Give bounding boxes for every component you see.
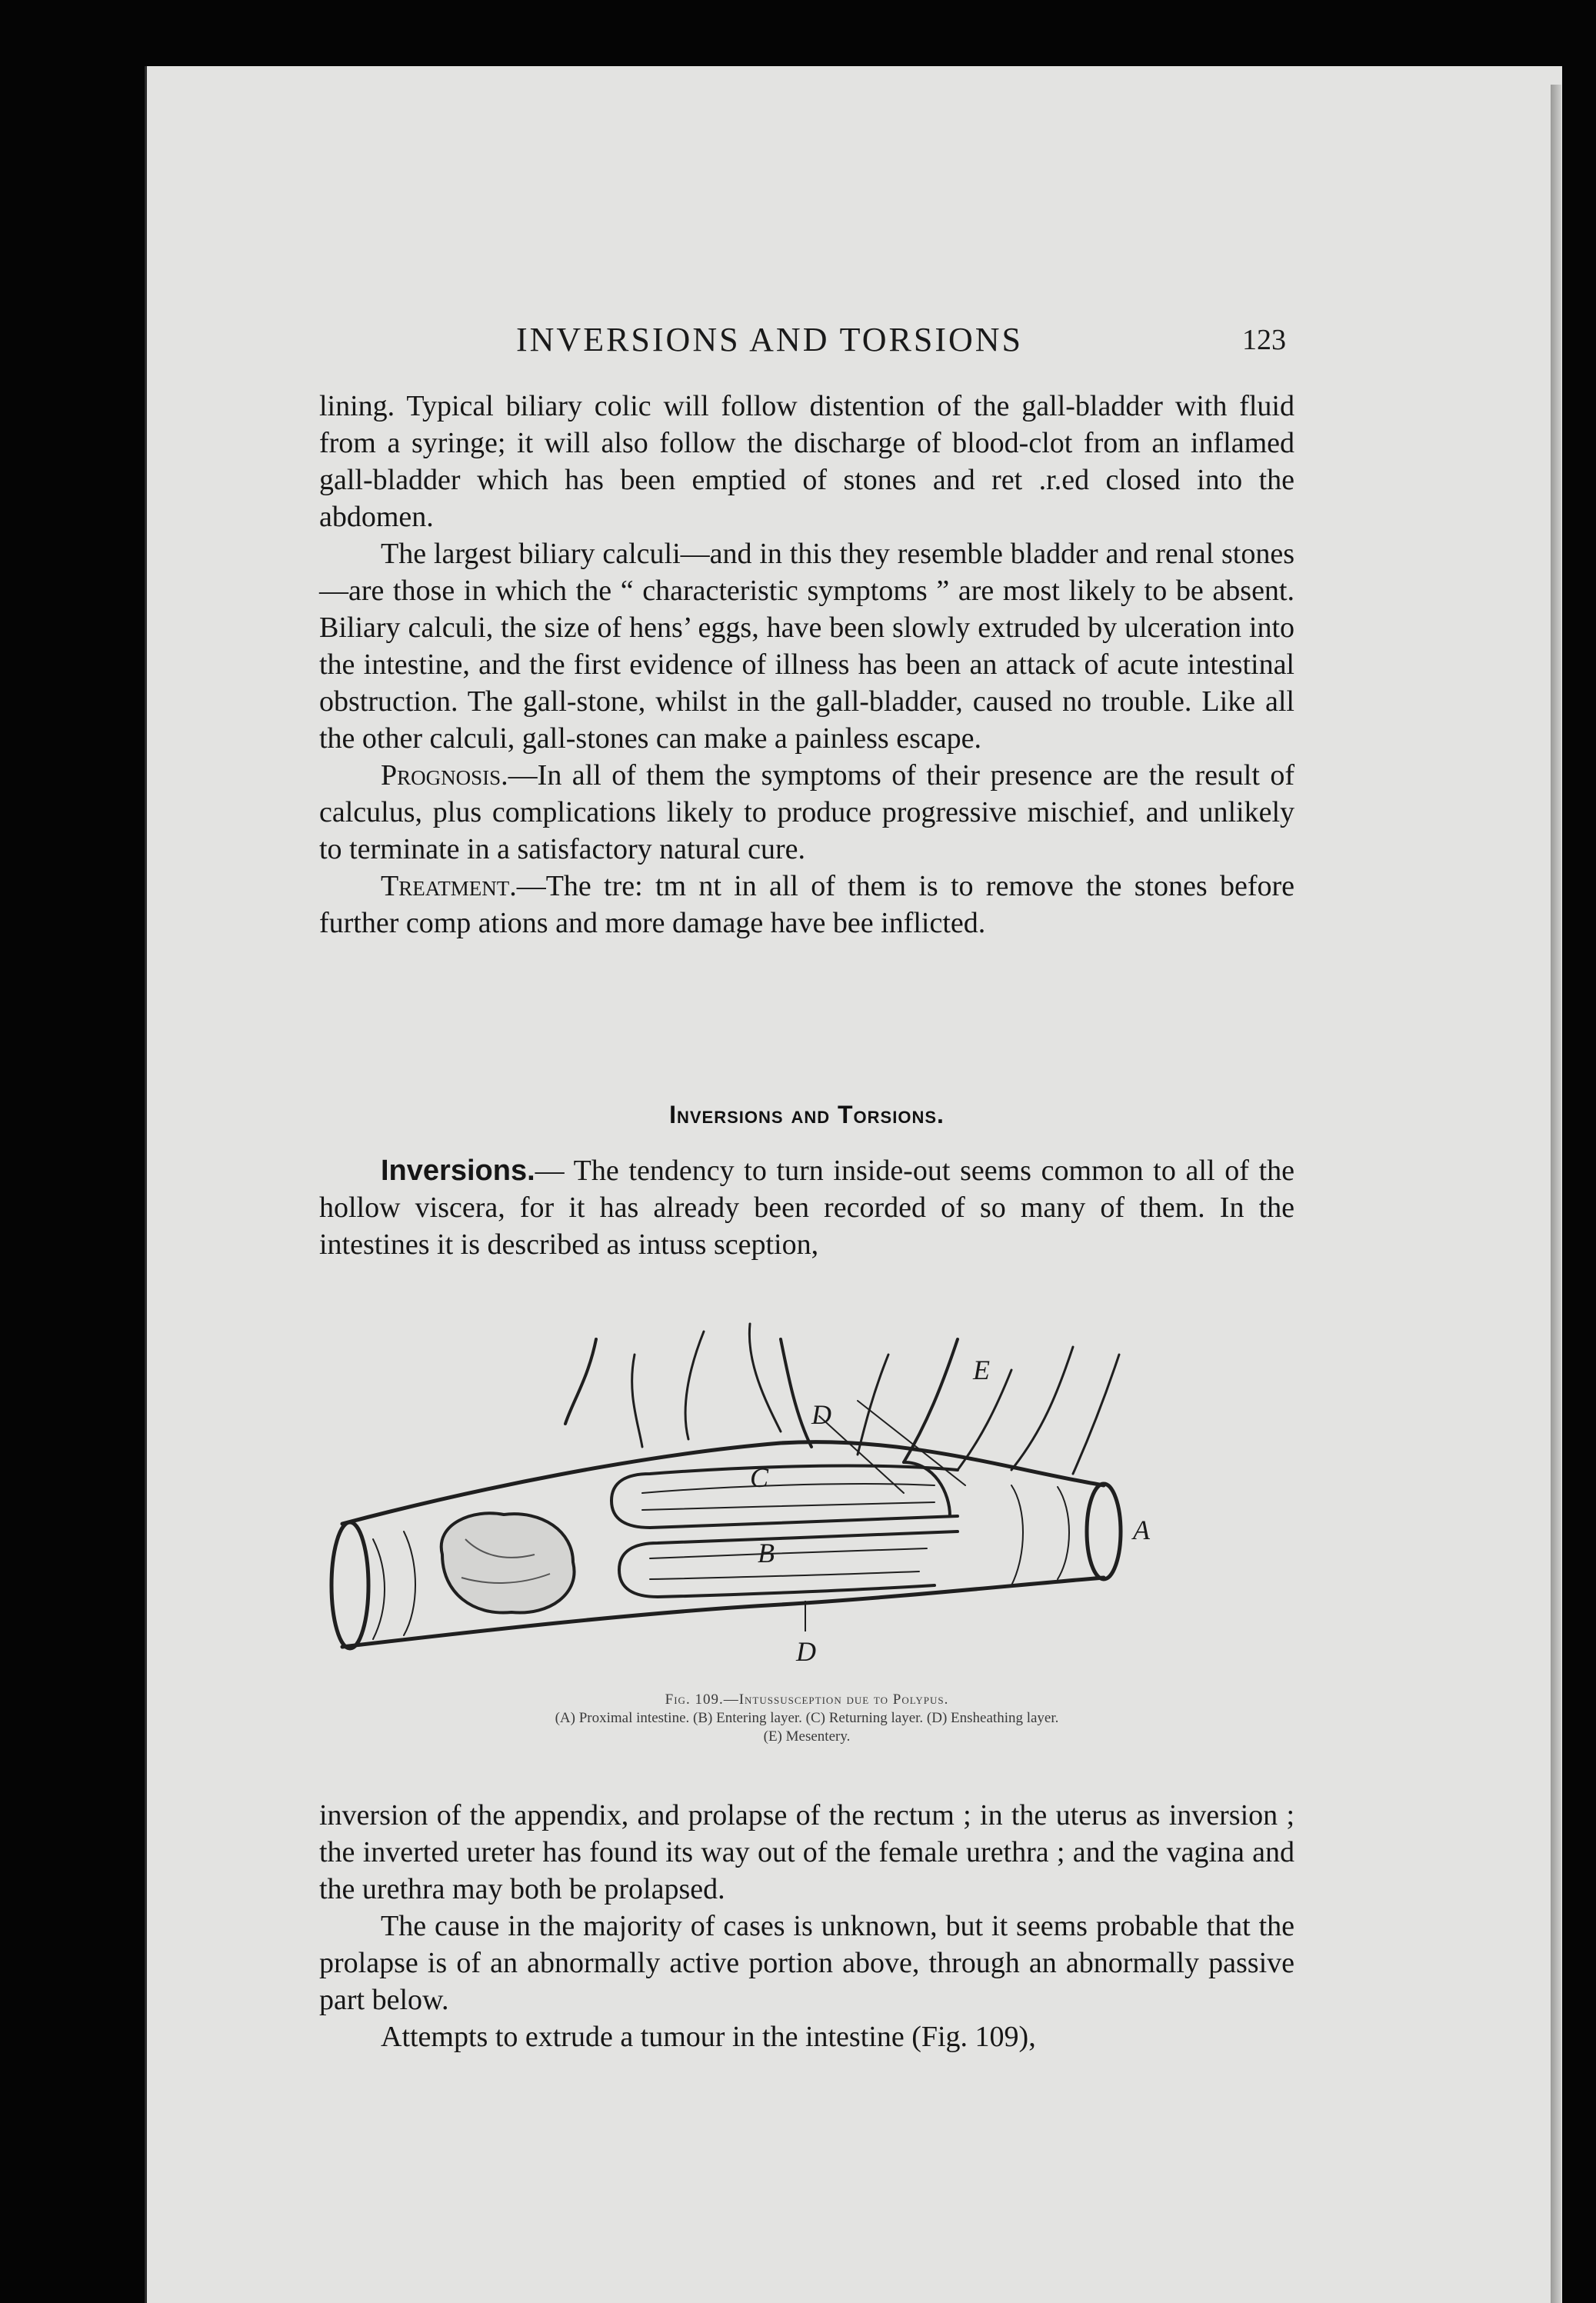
running-title: INVERSIONS AND TORSIONS — [516, 321, 1024, 358]
figure-label-c: C — [750, 1462, 769, 1493]
body-text-top — [319, 388, 1294, 942]
page-number: 123 — [1242, 324, 1286, 356]
treatment-paragraph — [319, 868, 1294, 942]
body-text-bottom — [319, 1797, 1294, 2055]
caption-legend: (A) Proximal intestine. (B) Entering layer. (C) Returning layer. (D) Ensheathing layer. — [555, 1710, 1059, 1726]
caption-legend-mesentery: (E) Mesentery. — [763, 1728, 851, 1745]
figure-label-d-bottom: D — [796, 1636, 816, 1667]
paragraph: lining. Typical biliary colic will follow distention of the gall-bladder with fluid from a syringe; it will also follow the discharge of blood-clot from an inflamed gall-bladder which has been emptied of stones and ret .r.ed closed into the abdomen. — [319, 390, 1294, 533]
page-edge — [1551, 85, 1561, 2303]
treatment-text: —The tre: tm nt in all of them is to remove the stones before further comp ations and more damage have bee inflicted. — [319, 870, 1294, 939]
treatment-label: Treatment. — [381, 870, 517, 902]
section-intro — [319, 1152, 1294, 1263]
figure-label-a: A — [1133, 1515, 1150, 1545]
figure-label-e: E — [973, 1355, 990, 1385]
paragraph: inversion of the appendix, and prolapse of the rectum ; in the uterus as inversion ; the inverted ureter has found its way out of the female urethra ; and the vagina and the urethra may both be prolapsed. — [319, 1799, 1294, 1905]
figure-label-b: B — [758, 1538, 775, 1568]
prognosis-paragraph — [319, 757, 1294, 868]
figure-illustration — [319, 1308, 1294, 1670]
paragraph: Attempts to extrude a tumour in the intestine (Fig. 109), — [381, 2021, 1036, 2053]
prognosis-text: —In all of them the symptoms of their presence are the result of calculus, plus complications likely to produce progressive mischief, and unlikely to terminate in a satisfactory natural cure. — [319, 759, 1294, 865]
tumour-shape — [441, 1513, 575, 1612]
paragraph: The largest biliary calculi—and in this they resemble bladder and renal stones—are those in which the “ characteristic symptoms ” are most likely to be absent. Biliary calculi, the size of hens’ eggs, have been slowly extruded by ulceration into the intestine, and the first evidence of illness has been an attack of acute intestinal obstruction. The gall-stone, whilst in the gall-bladder, caused no trouble. Like all the other calculi, gall-stones can make a painless escape. — [319, 538, 1294, 755]
paragraph — [319, 1152, 1294, 1263]
figure-caption — [319, 1691, 1294, 1746]
paragraph: The cause in the majority of cases is unknown, but it seems probable that the prolapse is of an abnormally active portion above, through an abnormally passive part below. — [319, 1910, 1294, 2016]
intro-text: — The tendency to turn inside-out seems common to all of the hollow viscera, for it has already been recorded of so many of them. In the intestines it is described as intuss sception, — [319, 1155, 1294, 1261]
run-in-heading: Inversions. — [381, 1155, 535, 1187]
prognosis-label: Prognosis. — [381, 759, 508, 792]
running-head — [147, 320, 1562, 366]
figure-label-d-top: D — [811, 1399, 831, 1430]
book-page — [145, 66, 1562, 2303]
intussusception-drawing — [319, 1308, 1294, 1670]
section-heading: Inversions and Torsions. — [669, 1101, 945, 1128]
caption-title: Fig. 109.—Intussusception due to Polypus. — [665, 1691, 949, 1708]
